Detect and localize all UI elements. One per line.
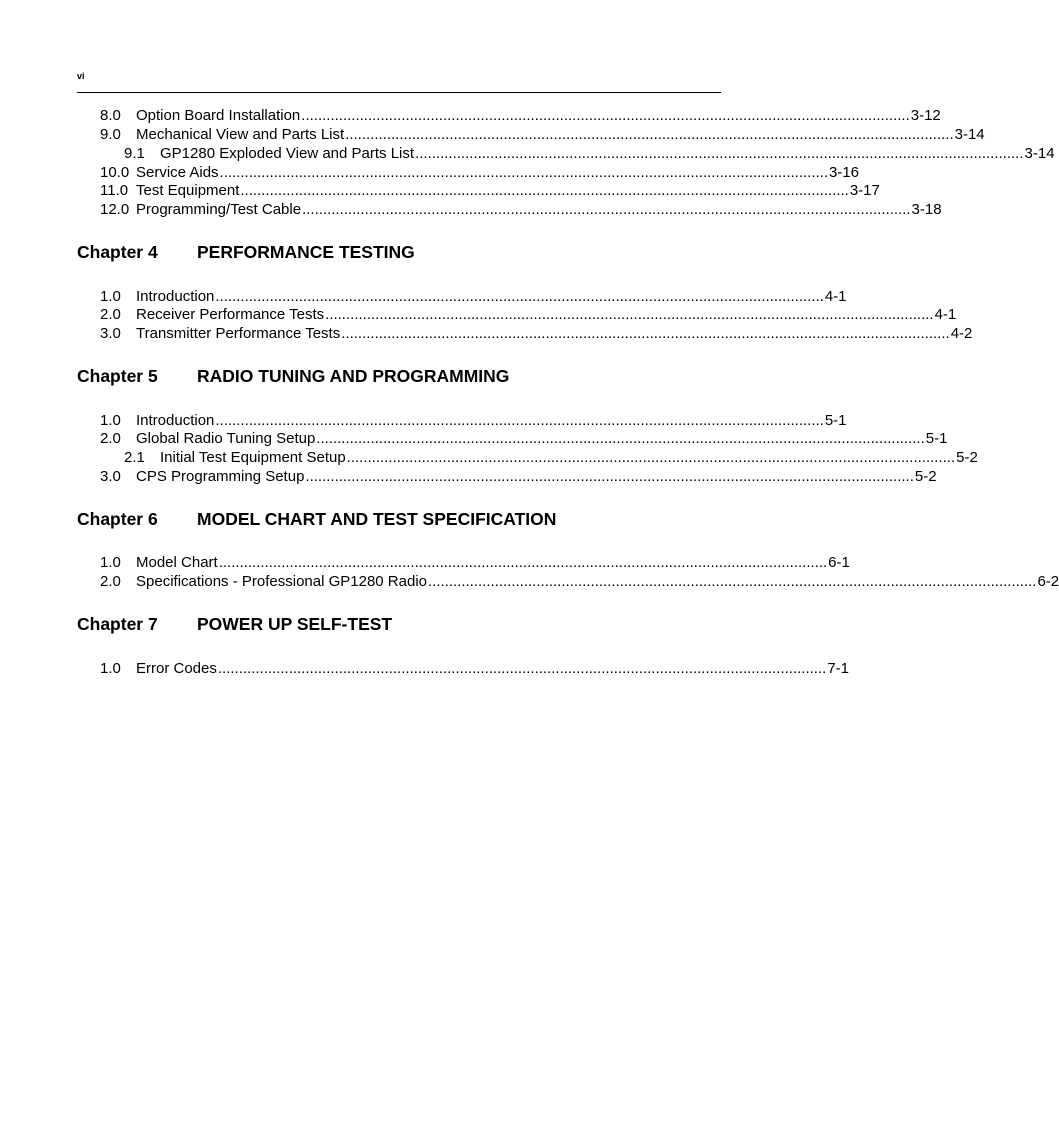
toc-entry-page: 6-2 xyxy=(1037,573,1059,590)
toc-entry-title: Mechanical View and Parts List xyxy=(136,126,345,143)
toc-leader-dots: .................................................................................................................................................. xyxy=(428,573,1037,590)
toc-leader-dots: .................................................................................................................................................. xyxy=(345,126,954,143)
toc-entry-page: 4-1 xyxy=(824,288,847,305)
toc-entry-title: CPS Programming Setup xyxy=(136,468,305,485)
toc-leader-dots: .................................................................................................................................................. xyxy=(215,412,824,429)
toc-leader-dots: .................................................................................................................................................. xyxy=(217,660,827,677)
toc-entry-page: 5-2 xyxy=(956,449,978,466)
toc-entry[interactable] xyxy=(100,288,847,306)
toc-entry-number: 10.0 xyxy=(100,164,130,181)
toc-entry-page: 4-1 xyxy=(934,306,957,323)
toc-entry-page: 7-1 xyxy=(827,660,849,677)
toc-entry-page: 5-1 xyxy=(824,412,847,429)
toc-entry-page: 3-14 xyxy=(954,126,985,143)
chapter-title: POWER UP SELF-TEST xyxy=(197,614,393,634)
toc-leader-dots: .................................................................................................................................................. xyxy=(341,325,950,342)
toc-entry-title: Initial Test Equipment Setup xyxy=(160,449,346,466)
toc-entry-page: 5-2 xyxy=(914,468,937,485)
toc-entry[interactable] xyxy=(124,145,1055,163)
toc-entry-page: 3-17 xyxy=(849,182,880,199)
toc-entry[interactable] xyxy=(100,325,973,343)
toc-entry-page: 6-1 xyxy=(828,554,850,571)
toc-entry[interactable] xyxy=(124,449,978,467)
chapter-heading xyxy=(77,366,509,386)
toc-entry-number: 3.0 xyxy=(100,325,121,342)
toc-entry-title: Error Codes xyxy=(136,660,217,677)
toc-entry-page: 3-14 xyxy=(1024,145,1055,162)
toc-entry[interactable] xyxy=(100,201,942,219)
toc-entry-number: 1.0 xyxy=(100,288,121,305)
chapter-heading xyxy=(77,509,556,529)
toc-entry[interactable] xyxy=(100,573,1059,591)
chapter-title: MODEL CHART AND TEST SPECIFICATION xyxy=(197,509,557,529)
page-number: vi xyxy=(77,71,85,81)
toc-entry-title: Programming/Test Cable xyxy=(136,201,302,218)
toc-entry[interactable] xyxy=(100,306,957,324)
toc-entry-page: 3-12 xyxy=(910,107,941,124)
toc-leader-dots: .................................................................................................................................................. xyxy=(218,554,828,571)
toc-entry-title: Introduction xyxy=(136,412,215,429)
toc-entry-title: Option Board Installation xyxy=(136,107,301,124)
toc-entry-number: 3.0 xyxy=(100,468,121,485)
toc-entry-number: 2.0 xyxy=(100,573,121,590)
toc-entry-page: 4-2 xyxy=(950,325,973,342)
chapter-label: Chapter 5 xyxy=(77,366,158,386)
toc-entry-number: 12.0 xyxy=(100,201,130,218)
toc-entry-page: 3-18 xyxy=(911,201,942,218)
toc-leader-dots: .................................................................................................................................................. xyxy=(325,306,934,323)
toc-leader-dots: .................................................................................................................................................. xyxy=(240,182,849,199)
toc-entry-page: 5-1 xyxy=(925,430,948,447)
toc-leader-dots: .................................................................................................................................................. xyxy=(301,107,910,124)
toc-entry-title: Service Aids xyxy=(136,164,219,181)
header-rule xyxy=(77,92,721,93)
toc-entry-title: Test Equipment xyxy=(136,182,240,199)
toc-entry[interactable] xyxy=(100,660,849,678)
toc-entry[interactable] xyxy=(100,126,985,144)
toc-leader-dots: .................................................................................................................................................. xyxy=(302,201,911,218)
toc-entry-number: 1.0 xyxy=(100,660,121,677)
toc-entry-title: GP1280 Exploded View and Parts List xyxy=(160,145,415,162)
toc-leader-dots: .................................................................................................................................................. xyxy=(305,468,914,485)
toc-entry-title: Transmitter Performance Tests xyxy=(136,325,341,342)
toc-leader-dots: .................................................................................................................................................. xyxy=(316,430,925,447)
toc-entry-number: 1.0 xyxy=(100,412,121,429)
chapter-title: PERFORMANCE TESTING xyxy=(197,242,415,262)
toc-entry-page: 3-16 xyxy=(829,164,860,181)
chapter-heading xyxy=(77,242,415,262)
toc-entry-number: 8.0 xyxy=(100,107,121,124)
toc-entry[interactable] xyxy=(100,430,948,448)
toc-entry-title: Global Radio Tuning Setup xyxy=(136,430,316,447)
toc-entry-number: 2.0 xyxy=(100,430,121,447)
toc-leader-dots: .................................................................................................................................................. xyxy=(215,288,824,305)
toc-entry[interactable] xyxy=(100,468,937,486)
toc-leader-dots: .................................................................................................................................................. xyxy=(219,164,828,181)
chapter-title: RADIO TUNING AND PROGRAMMING xyxy=(197,366,510,386)
toc-entry-number: 2.1 xyxy=(124,449,145,466)
toc-entry-title: Model Chart xyxy=(136,554,218,571)
toc-entry-title: Introduction xyxy=(136,288,215,305)
chapter-heading xyxy=(77,614,392,634)
toc-entry-number: 9.0 xyxy=(100,126,121,143)
toc-entry-number: 11.0 xyxy=(100,182,129,199)
chapter-label: Chapter 4 xyxy=(77,242,158,262)
toc-leader-dots: .................................................................................................................................................. xyxy=(415,145,1024,162)
toc-leader-dots: .................................................................................................................................................. xyxy=(346,449,956,466)
toc-entry[interactable] xyxy=(100,182,880,200)
toc-entry[interactable] xyxy=(100,554,850,572)
toc-entry-number: 9.1 xyxy=(124,145,145,162)
toc-entry-number: 1.0 xyxy=(100,554,121,571)
toc-entry[interactable] xyxy=(100,412,847,430)
toc-entry-title: Receiver Performance Tests xyxy=(136,306,325,323)
toc-entry[interactable] xyxy=(100,164,860,182)
chapter-label: Chapter 7 xyxy=(77,614,158,634)
toc-entry-title: Specifications - Professional GP1280 Radio xyxy=(136,573,427,590)
toc-entry[interactable] xyxy=(100,107,941,125)
chapter-label: Chapter 6 xyxy=(77,509,158,529)
toc-entry-number: 2.0 xyxy=(100,306,121,323)
